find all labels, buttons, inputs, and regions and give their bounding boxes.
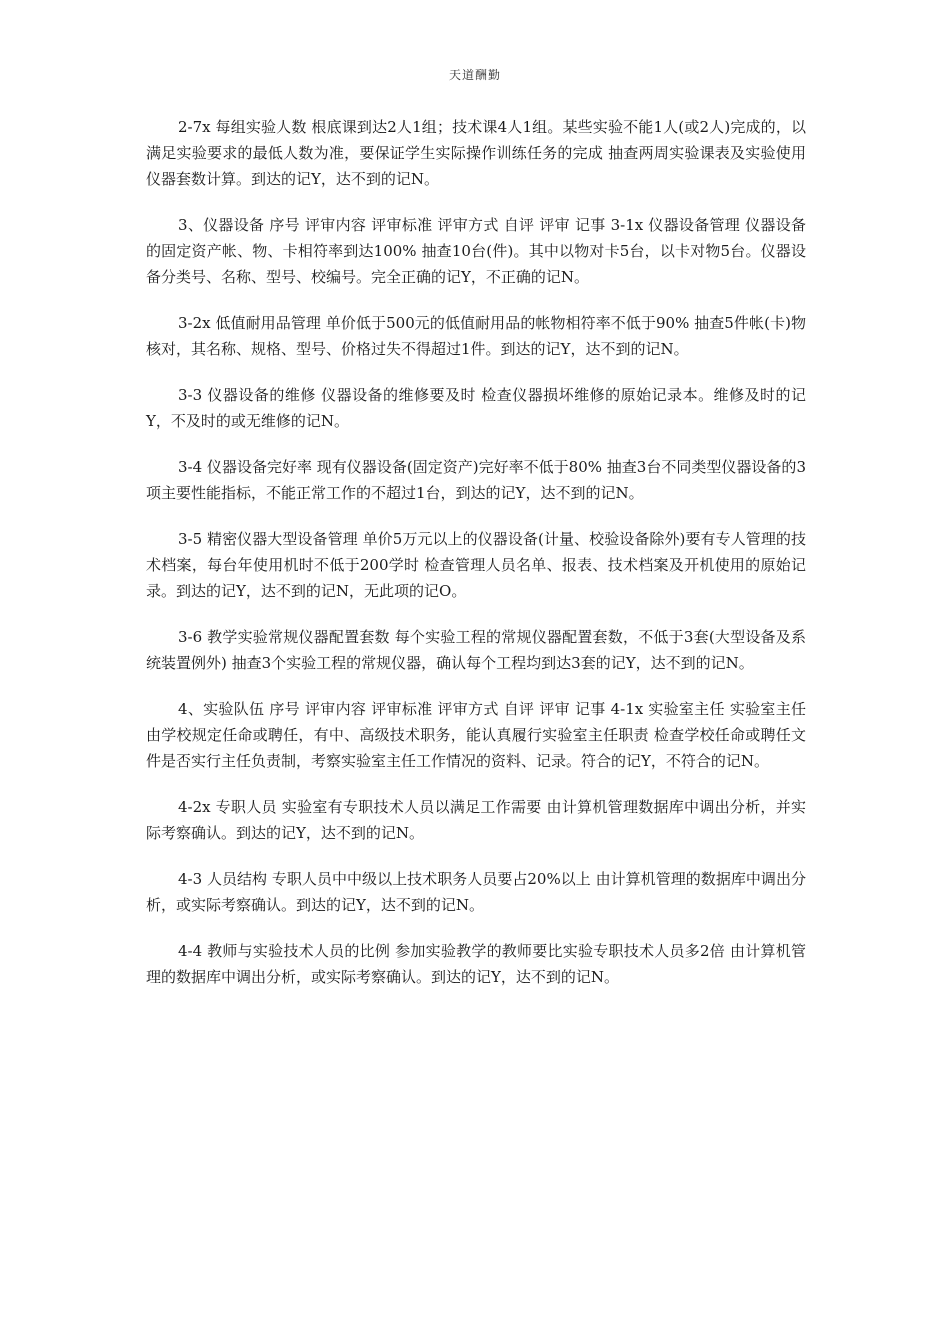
paragraph-4-4: 4-4 教师与实验技术人员的比例 参加实验教学的教师要比实验专职技术人员多2倍 由计算机管理的数据库中调出分析，或实际考察确认。到达的记Y，达不到的记N。 [146,942,806,986]
paragraph-2-7: 2-7x 每组实验人数 根底课到达2人1组；技术课4人1组。某些实验不能1人(或2人)完成的，以满足实验要求的最低人数为准，要保证学生实际操作训练任务的完成 抽查两周实验课表及实验使用仪器套数计算。到达的记Y，达不到的记N。 [146,118,806,188]
paragraph-4-team: 4、实验队伍 序号 评审内容 评审标准 评审方式 自评 评审 记事 4-1x 实验室主任 实验室主任由学校规定任命或聘任，有中、高级技术职务，能认真履行实验室主任职责 检查学校任命或聘任文件是否实行主任负责制，考察实验室主任工作情况的资料、记录。符合的记Y，不符合的记N。 [146,700,806,770]
paragraph-3-2: 3-2x 低值耐用品管理 单价低于500元的低值耐用品的帐物相符率不低于90% 抽查5件帐(卡)物核对，其名称、规格、型号、价格过失不得超过1件。到达的记Y，达不到的记N。 [146,314,806,358]
page-header: 天道酬勤 [448,68,501,82]
paragraph-3-3: 3-3 仪器设备的维修 仪器设备的维修要及时 检查仪器损坏维修的原始记录本。维修及时的记Y，不及时的或无维修的记N。 [146,386,806,430]
paragraph-3-5: 3-5 精密仪器大型设备管理 单价5万元以上的仪器设备(计量、校验设备除外)要有专人管理的技术档案，每台年使用机时不低于200学时 检查管理人员名单、报表、技术档案及开机使用的原始记录。到达的记Y，达不到的记N，无此项的记O。 [146,530,806,600]
paragraph-3-equipment: 3、仪器设备 序号 评审内容 评审标准 评审方式 自评 评审 记事 3-1x 仪器设备管理 仪器设备的固定资产帐、物、卡相符率到达100% 抽查10台(件)。其中以物对卡5台，以卡对物5台。仪器设备分类号、名称、型号、校编号。完全正确的记Y，不正确的记N。 [146,216,806,286]
paragraph-3-6: 3-6 教学实验常规仪器配置套数 每个实验工程的常规仪器配置套数，不低于3套(大型设备及系统装置例外) 抽查3个实验工程的常规仪器，确认每个工程均到达3套的记Y，达不到的记N。 [146,628,806,672]
paragraph-4-2: 4-2x 专职人员 实验室有专职技术人员以满足工作需要 由计算机管理数据库中调出分析，并实际考察确认。到达的记Y，达不到的记N。 [146,798,806,842]
document-body [146,114,806,1010]
paragraph-4-3: 4-3 人员结构 专职人员中中级以上技术职务人员要占20%以上 由计算机管理的数据库中调出分析，或实际考察确认。到达的记Y，达不到的记N。 [146,870,806,914]
paragraph-3-4: 3-4 仪器设备完好率 现有仪器设备(固定资产)完好率不低于80% 抽查3台不同类型仪器设备的3项主要性能指标，不能正常工作的不超过1台，到达的记Y，达不到的记N。 [146,458,806,502]
